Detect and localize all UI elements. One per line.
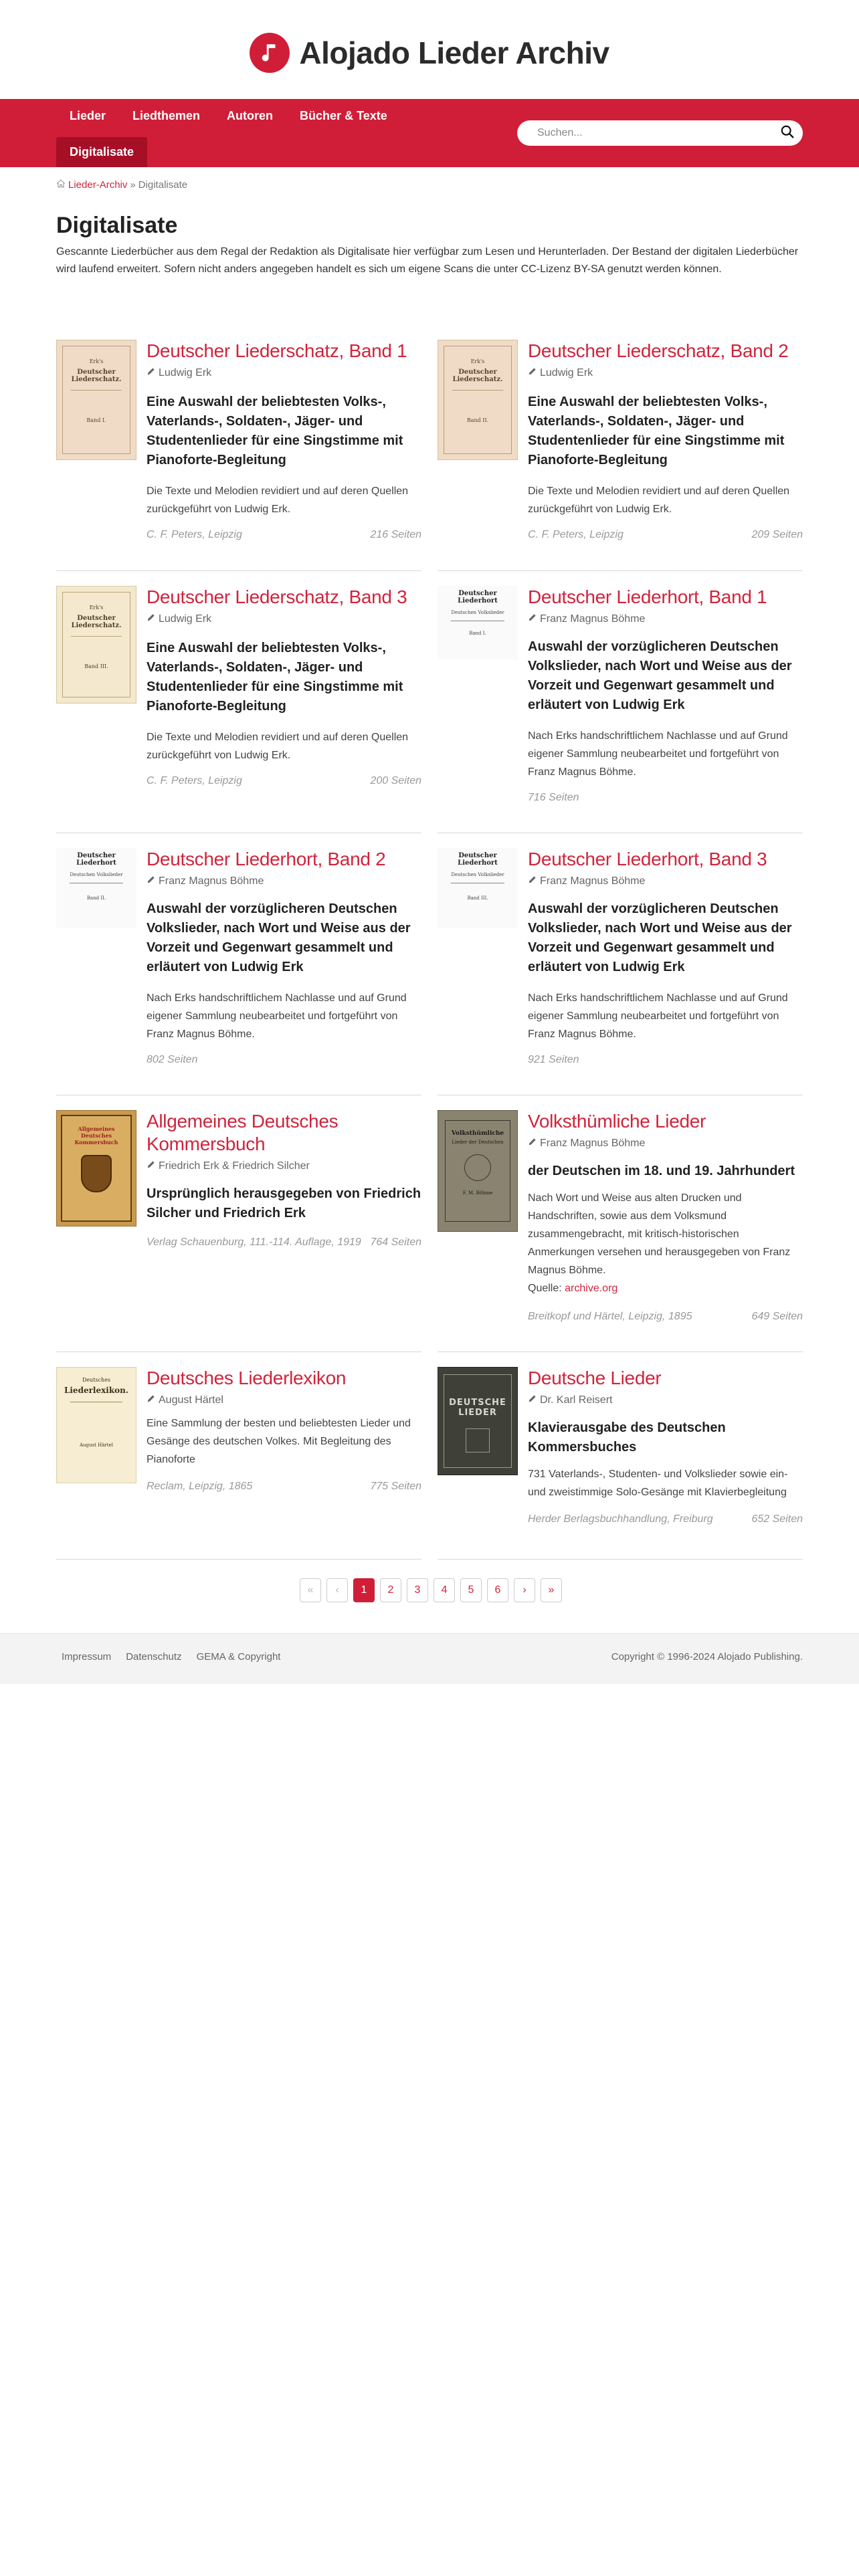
pagination-prev[interactable]: ‹: [326, 1578, 348, 1602]
book-pages: 716 Seiten: [528, 792, 579, 803]
cover-line: Volksthümliche: [451, 1130, 504, 1137]
book-card: [438, 1367, 803, 1560]
pagination-page[interactable]: 4: [434, 1578, 455, 1602]
pagination-first[interactable]: «: [300, 1578, 321, 1602]
cover-line: Erk's: [89, 605, 104, 611]
pencil-icon: [147, 613, 156, 625]
book-subtitle: Auswahl der vorzüglicheren Deutschen Volkslieder, nach Wort und Weise aus der Vorzeit und Gegenwart gesammelt und erläutert von Ludwig Erk: [147, 901, 411, 974]
book-subtitle: Klavierausgabe des Deutschen Kommersbuches: [528, 1420, 726, 1455]
pagination: [300, 1578, 562, 1602]
book-card: [438, 586, 803, 833]
page-intro: Gescannte Liederbücher aus dem Regal der Redaktion als Digitalisate hier verfügbar zum Lesen und Herunterladen. Der Bestand der digitalen Liederbücher wird laufend erweitert. Sofern nicht anders angegeben handelt es sich um eigene Scans die unter CC-Lizenz BY-SA genutzt werden können.: [56, 246, 799, 275]
book-card: [438, 340, 803, 571]
book-author: August Härtel: [159, 1394, 223, 1406]
book-description: Nach Wort und Weise aus alten Drucken und Handschriften, sowie aus dem Volksmund zusammengebracht, mit kritisch-historischen Anmerkungen versehen und herausgegeben von Franz Magnus Böhme.: [528, 1192, 791, 1276]
cover-line: Deutschen Volkslieder: [451, 610, 504, 615]
cover-line: F. M. Böhme: [462, 1190, 493, 1196]
cover-line: Deutschen Volkslieder: [451, 872, 504, 877]
book-cover[interactable]: [56, 848, 136, 928]
book-publisher: Reclam, Leipzig, 1865: [147, 1481, 253, 1492]
nav-item-autoren[interactable]: Autoren: [227, 109, 274, 122]
cover-line: Liederlexikon.: [64, 1386, 129, 1395]
book-description: Die Texte und Melodien revidiert und auf deren Quellen zurückgeführt von Ludwig Erk.: [147, 732, 409, 761]
book-author: Franz Magnus Böhme: [540, 875, 646, 887]
site-header: [0, 0, 859, 99]
book-card: [56, 1110, 421, 1352]
book-card: [56, 586, 421, 833]
breadcrumb-separator: »: [130, 179, 136, 191]
cover-line: Allgemeines: [78, 1125, 115, 1132]
cover-line: Deutscher Liederhort: [458, 852, 498, 867]
page-title: Digitalisate: [56, 213, 178, 238]
book-subtitle: Eine Auswahl der beliebtesten Volks-, Vaterlands-, Soldaten-, Jäger- und Studentenlieder für eine Singstimme mit Pianoforte-Begleitung: [147, 641, 403, 714]
book-subtitle: Ursprünglich herausgegeben von Friedrich Silcher und Friedrich Erk: [147, 1186, 421, 1220]
book-subtitle: Auswahl der vorzüglicheren Deutschen Volkslieder, nach Wort und Weise aus der Vorzeit und Gegenwart gesammelt und erläutert von Ludwig Erk: [528, 901, 792, 974]
breadcrumb: [56, 179, 187, 191]
book-pages: 216 Seiten: [370, 529, 421, 540]
book-pages: 802 Seiten: [147, 1054, 198, 1065]
book-description: Nach Erks handschriftlichem Nachlasse und auf Grund eigener Sammlung neubearbeitet und fortgeführt von Franz Magnus Böhme.: [528, 730, 788, 778]
book-subtitle: der Deutschen im 18. und 19. Jahrhundert: [528, 1164, 795, 1178]
cover-line: Kommersbuch: [74, 1139, 118, 1146]
pencil-icon: [528, 613, 537, 625]
book-title-link[interactable]: Volksthümliche Lieder: [528, 1111, 706, 1132]
main-navbar: [0, 99, 859, 167]
book-pages: 921 Seiten: [528, 1054, 579, 1065]
cover-line: Band I.: [86, 417, 106, 423]
breadcrumb-current: Digitalisate: [138, 179, 188, 191]
book-source-label: Quelle:: [528, 1283, 562, 1294]
cover-line: Band II.: [466, 417, 489, 423]
pencil-icon: [528, 1394, 537, 1406]
book-card: [56, 848, 421, 1095]
search-box: [517, 120, 803, 146]
pencil-icon: [147, 1160, 156, 1172]
book-cover[interactable]: [438, 1367, 518, 1475]
cover-line: Deutscher Liederschatz.: [71, 368, 122, 383]
book-description: Nach Erks handschriftlichem Nachlasse und auf Grund eigener Sammlung neubearbeitet und fortgeführt von Franz Magnus Böhme.: [528, 992, 788, 1040]
cover-line: Erk's: [470, 358, 485, 364]
book-description: Die Texte und Melodien revidiert und auf deren Quellen zurückgeführt von Ludwig Erk.: [147, 486, 409, 515]
book-pages: 209 Seiten: [751, 529, 803, 540]
book-author: Franz Magnus Böhme: [540, 1137, 646, 1149]
search-icon[interactable]: [780, 124, 795, 142]
footer-link-gema[interactable]: GEMA & Copyright: [196, 1651, 281, 1662]
book-pages: 649 Seiten: [751, 1311, 803, 1322]
nav-item-lieder[interactable]: Lieder: [70, 109, 106, 122]
book-pages: 652 Seiten: [751, 1513, 803, 1525]
nav-item-digitalisate[interactable]: Digitalisate: [56, 137, 147, 167]
cover-line: Lieder der Deutschen: [452, 1140, 504, 1145]
book-pages: 200 Seiten: [370, 775, 421, 786]
cover-line: Erk's: [89, 358, 104, 364]
book-publisher: Herder Berlagsbuchhandlung, Freiburg: [528, 1513, 713, 1525]
cover-line: Band I.: [469, 631, 486, 636]
cover-line: LIEDER: [458, 1408, 497, 1418]
book-title-link[interactable]: Deutsche Lieder: [528, 1368, 662, 1388]
pagination-last[interactable]: »: [541, 1578, 562, 1602]
book-title-link[interactable]: Deutsches Liederlexikon: [147, 1368, 347, 1388]
book-cover[interactable]: [438, 1110, 518, 1232]
book-pages: 775 Seiten: [370, 1481, 421, 1492]
pencil-icon: [147, 875, 156, 887]
book-cover[interactable]: [438, 848, 518, 928]
book-title-link[interactable]: Deutscher Liederhort, Band 2: [147, 849, 386, 869]
cover-line: Band III.: [84, 663, 108, 669]
copyright: Copyright © 1996-2024 Alojado Publishing.: [611, 1651, 803, 1662]
book-title-link[interactable]: Deutscher Liederschatz, Band 2: [528, 340, 789, 361]
pencil-icon: [147, 366, 156, 379]
book-description: Nach Erks handschriftlichem Nachlasse und auf Grund eigener Sammlung neubearbeitet und fortgeführt von Franz Magnus Böhme.: [147, 992, 407, 1040]
site-footer: [0, 1633, 859, 1684]
book-cover[interactable]: [56, 1367, 136, 1483]
cover-line: Deutscher Liederschatz.: [452, 368, 503, 383]
cover-line: Band II.: [86, 895, 106, 901]
cover-line: Deutsches: [80, 1132, 112, 1139]
site-brand[interactable]: Alojado Lieder Archiv: [299, 35, 609, 70]
breadcrumb-home-link[interactable]: Lieder-Archiv: [68, 179, 128, 191]
cover-line: Deutscher Liederhort: [76, 852, 116, 867]
book-publisher: C. F. Peters, Leipzig: [147, 529, 242, 540]
footer-link-datenschutz[interactable]: Datenschutz: [126, 1651, 182, 1662]
book-author: Ludwig Erk: [540, 366, 593, 379]
book-author: Franz Magnus Böhme: [159, 875, 264, 887]
book-title-link[interactable]: Deutscher Liederschatz, Band 1: [147, 340, 407, 361]
footer-link-impressum[interactable]: Impressum: [62, 1651, 112, 1662]
book-publisher: Breitkopf und Härtel, Leipzig, 1895: [528, 1311, 692, 1322]
book-pages: 764 Seiten: [370, 1237, 421, 1248]
pagination-page[interactable]: 6: [487, 1578, 508, 1602]
book-description: 731 Vaterlands-, Studenten- und Volkslieder sowie ein- und zweistimmige Solo-Gesänge mit Klavierbegleitung: [528, 1469, 788, 1498]
cover-line: Deutscher Liederhort: [458, 590, 498, 605]
music-note-icon[interactable]: [250, 33, 290, 73]
book-description: Eine Sammlung der besten und beliebtesten Lieder und Gesänge des deutschen Volkes. Mit Begleitung des Pianoforte: [147, 1418, 411, 1465]
book-card: [438, 848, 803, 1095]
book-cover[interactable]: [56, 586, 136, 704]
book-title-link[interactable]: Deutscher Liederhort, Band 3: [528, 849, 767, 869]
pencil-icon: [147, 1394, 156, 1406]
cover-line: August Härtel: [79, 1442, 113, 1448]
book-author: Ludwig Erk: [159, 366, 212, 379]
home-icon[interactable]: [56, 179, 66, 191]
book-publisher: C. F. Peters, Leipzig: [528, 529, 624, 540]
pagination-page[interactable]: 2: [380, 1578, 401, 1602]
book-subtitle: Eine Auswahl der beliebtesten Volks-, Vaterlands-, Soldaten-, Jäger- und Studentenlieder für eine Singstimme mit Pianoforte-Begleitung: [528, 395, 785, 467]
pagination-next[interactable]: ›: [514, 1578, 535, 1602]
nav-item-buecher-texte[interactable]: Bücher & Texte: [300, 109, 387, 122]
pencil-icon: [528, 875, 537, 887]
book-subtitle: Eine Auswahl der beliebtesten Volks-, Vaterlands-, Soldaten-, Jäger- und Studentenlieder für eine Singstimme mit Pianoforte-Begleitung: [147, 395, 403, 467]
book-cover[interactable]: [56, 340, 136, 460]
source-link[interactable]: archive.org: [565, 1283, 618, 1294]
book-publisher: Verlag Schauenburg, 111.-114. Auflage, 1919: [147, 1237, 361, 1248]
book-author: Franz Magnus Böhme: [540, 613, 646, 625]
book-subtitle: Auswahl der vorzüglicheren Deutschen Volkslieder, nach Wort und Weise aus der Vorzeit und Gegenwart gesammelt und erläutert von Ludwig Erk: [528, 639, 792, 712]
book-card: [438, 1110, 803, 1352]
book-title-link[interactable]: Deutscher Liederschatz, Band 3: [147, 586, 407, 607]
book-cover[interactable]: [438, 586, 518, 659]
book-title-link[interactable]: Deutscher Liederhort, Band 1: [528, 586, 767, 607]
cover-line: Deutscher Liederschatz.: [71, 615, 122, 629]
book-author: Friedrich Erk & Friedrich Silcher: [159, 1160, 310, 1172]
book-author: Ludwig Erk: [159, 613, 212, 625]
book-cover[interactable]: [56, 1110, 136, 1226]
book-cover[interactable]: [438, 340, 518, 460]
search-input[interactable]: [537, 127, 780, 139]
cover-line: Deutsches: [82, 1377, 111, 1383]
book-publisher: C. F. Peters, Leipzig: [147, 775, 242, 786]
pagination-page[interactable]: 3: [407, 1578, 428, 1602]
cover-line: Band III.: [467, 895, 488, 901]
cover-line: Deutschen Volkslieder: [70, 872, 123, 877]
pagination-page[interactable]: 5: [460, 1578, 482, 1602]
nav-item-liedthemen[interactable]: Liedthemen: [132, 109, 201, 122]
book-author: Dr. Karl Reisert: [540, 1394, 613, 1406]
book-description: Die Texte und Melodien revidiert und auf deren Quellen zurückgeführt von Ludwig Erk.: [528, 486, 790, 515]
book-title-link[interactable]: Allgemeines Deutsches Kommersbuch: [147, 1111, 339, 1154]
book-card: [56, 340, 421, 571]
pencil-icon: [528, 1137, 537, 1150]
pencil-icon: [528, 366, 537, 379]
cover-line: DEUTSCHE: [449, 1398, 506, 1408]
pagination-page[interactable]: 1: [353, 1578, 375, 1602]
book-card: [56, 1367, 421, 1560]
